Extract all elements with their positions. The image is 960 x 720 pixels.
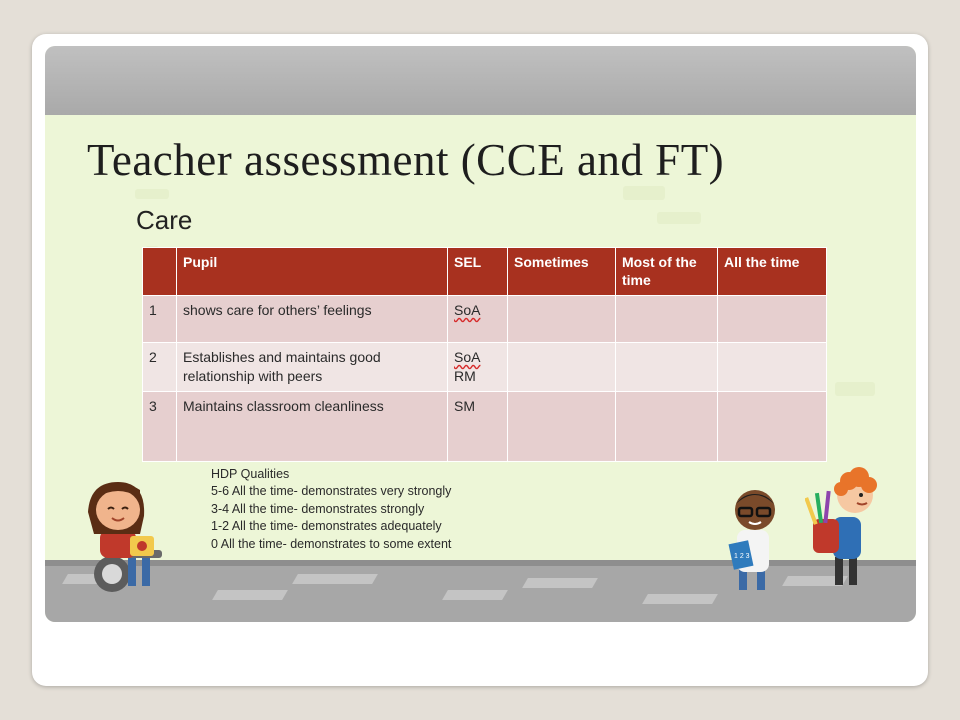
table-row — [143, 296, 827, 343]
hdp-title: HDP Qualities — [211, 467, 290, 481]
row-sel — [448, 392, 508, 462]
table-row — [143, 343, 827, 392]
paving-stone — [442, 590, 508, 600]
cell-all-the-time[interactable] — [718, 392, 827, 462]
page-title: Teacher assessment (CCE and FT) — [87, 135, 725, 185]
sel-code: SoA — [454, 349, 481, 365]
paving-stone — [522, 578, 598, 588]
header-sel: SEL — [448, 248, 508, 296]
paving-stone — [642, 594, 718, 604]
slide — [45, 46, 916, 622]
row-pupil: shows care for others’ feelings — [177, 296, 448, 343]
sel-code: RM — [454, 368, 476, 384]
assessment-table — [142, 247, 827, 462]
header-most-of-the-time: Most of the time — [616, 248, 718, 296]
sel-code: SM — [454, 398, 475, 414]
chalk-mark — [623, 186, 665, 200]
cell-most-of-the-time[interactable] — [616, 343, 718, 392]
cell-sometimes[interactable] — [508, 296, 616, 343]
row-number: 3 — [143, 392, 177, 462]
row-sel — [448, 296, 508, 343]
cell-all-the-time[interactable] — [718, 296, 827, 343]
row-sel — [448, 343, 508, 392]
hdp-line: 5-6 All the time- demonstrates very strongly — [211, 484, 452, 499]
boy-with-backpack-illustration — [805, 461, 885, 591]
book-label: 1 2 3 — [734, 553, 750, 560]
boy-with-book-illustration — [723, 486, 793, 596]
chalk-mark — [657, 212, 701, 224]
hdp-line: 0 All the time- demonstrates to some extent — [211, 536, 452, 551]
cell-most-of-the-time[interactable] — [616, 296, 718, 343]
row-number: 1 — [143, 296, 177, 343]
cell-most-of-the-time[interactable] — [616, 392, 718, 462]
section-title: Care — [136, 205, 193, 235]
cell-sometimes[interactable] — [508, 343, 616, 392]
paving-stone — [212, 590, 288, 600]
chalk-mark — [135, 189, 169, 199]
cell-sometimes[interactable] — [508, 392, 616, 462]
header-number — [143, 248, 177, 296]
slide-top-band — [45, 46, 916, 115]
hdp-legend — [211, 466, 451, 553]
sel-code: SoA — [454, 302, 481, 318]
row-number: 2 — [143, 343, 177, 392]
row-pupil: Maintains classroom cleanliness — [177, 392, 448, 462]
hdp-line: 3-4 All the time- demonstrates strongly — [211, 501, 425, 516]
table-row — [143, 392, 827, 462]
paving-stone — [292, 574, 378, 584]
hdp-line: 1-2 All the time- demonstrates adequately — [211, 519, 442, 534]
header-sometimes: Sometimes — [508, 248, 616, 296]
girl-in-wheelchair-illustration — [70, 476, 170, 596]
cell-all-the-time[interactable] — [718, 343, 827, 392]
table-header-row — [143, 248, 827, 296]
header-all-the-time: All the time — [718, 248, 827, 296]
header-pupil: Pupil — [177, 248, 448, 296]
row-pupil: Establishes and maintains good relationship with peers — [177, 343, 448, 392]
chalk-mark — [835, 382, 875, 396]
